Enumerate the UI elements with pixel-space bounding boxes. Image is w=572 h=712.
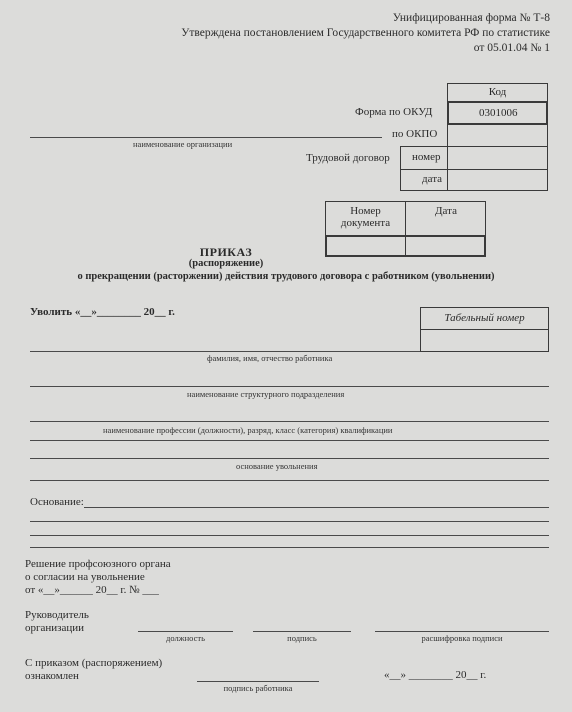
head-signature-caption: подпись bbox=[287, 633, 317, 643]
employee-signature-line[interactable] bbox=[197, 681, 319, 682]
org-name-line[interactable] bbox=[30, 137, 382, 138]
head-position-caption: должность bbox=[166, 633, 205, 643]
form-header-line2: Утверждена постановлением Государственного комитета РФ по статистике bbox=[181, 27, 550, 39]
reason-line[interactable] bbox=[30, 458, 549, 459]
head-line1: Руководитель bbox=[25, 609, 89, 621]
head-decode-line[interactable] bbox=[375, 631, 549, 632]
union-line1: Решение профсоюзного органа bbox=[25, 558, 171, 570]
okud-label: Форма по ОКУД bbox=[355, 106, 433, 118]
org-name-caption: наименование организации bbox=[133, 139, 233, 149]
dismiss-date: Уволить «__»________ 20__ г. bbox=[30, 306, 175, 318]
basis-line-4[interactable] bbox=[30, 547, 549, 548]
union-line2: о согласии на увольнение bbox=[25, 571, 145, 583]
head-decode-caption: расшифровка подписи bbox=[421, 633, 503, 643]
head-line2: организации bbox=[25, 622, 85, 634]
basis-line-2[interactable] bbox=[30, 521, 549, 522]
contract-number-label: номер bbox=[412, 151, 441, 163]
head-signature-line[interactable] bbox=[253, 631, 351, 632]
contract-date-label: дата bbox=[422, 173, 443, 185]
doc-number-header: Номер документа bbox=[340, 205, 391, 229]
acquainted-line1: С приказом (распоряжением) bbox=[25, 657, 163, 669]
tabel-number-field[interactable] bbox=[421, 330, 548, 351]
basis-line-3[interactable] bbox=[30, 535, 549, 536]
division-caption: наименование структурного подразделения bbox=[187, 389, 345, 399]
division-line[interactable] bbox=[30, 386, 549, 387]
profession-line-2[interactable] bbox=[30, 440, 549, 441]
union-line3: от «__»______ 20__ г. № ___ bbox=[25, 584, 159, 596]
profession-line-1[interactable] bbox=[30, 421, 549, 422]
order-subtitle: (распоряжение) bbox=[188, 258, 264, 269]
doc-date-header: Дата bbox=[435, 205, 457, 217]
form-header-line3: от 05.01.04 № 1 bbox=[473, 42, 550, 54]
fio-line[interactable] bbox=[30, 351, 420, 352]
order-title: ПРИКАЗ bbox=[199, 245, 253, 259]
form-header-line1: Унифицированная форма № Т-8 bbox=[392, 12, 550, 24]
employee-signature-caption: подпись работника bbox=[223, 683, 293, 693]
contract-label: Трудовой договор bbox=[306, 152, 390, 164]
acquainted-line2: ознакомлен bbox=[25, 670, 79, 682]
profession-caption: наименование профессии (должности), разряд, класс (категория) квалификации bbox=[103, 425, 393, 435]
order-description: о прекращении (расторжении) действия трудового договора с работником (увольнении) bbox=[77, 271, 495, 282]
fio-caption: фамилия, имя, отчество работника bbox=[207, 353, 333, 363]
kod-header: Код bbox=[488, 86, 507, 98]
okpo-label: по ОКПО bbox=[392, 128, 438, 140]
okud-value: 0301006 bbox=[479, 106, 518, 119]
reason-caption: основание увольнения bbox=[236, 461, 318, 471]
head-position-line[interactable] bbox=[138, 631, 233, 632]
basis-line-1[interactable] bbox=[84, 507, 549, 508]
reason-line-2[interactable] bbox=[30, 480, 549, 481]
basis-label: Основание: bbox=[30, 496, 84, 508]
tabel-header: Табельный номер bbox=[444, 312, 525, 324]
acquainted-date: «__» ________ 20__ г. bbox=[384, 669, 487, 681]
